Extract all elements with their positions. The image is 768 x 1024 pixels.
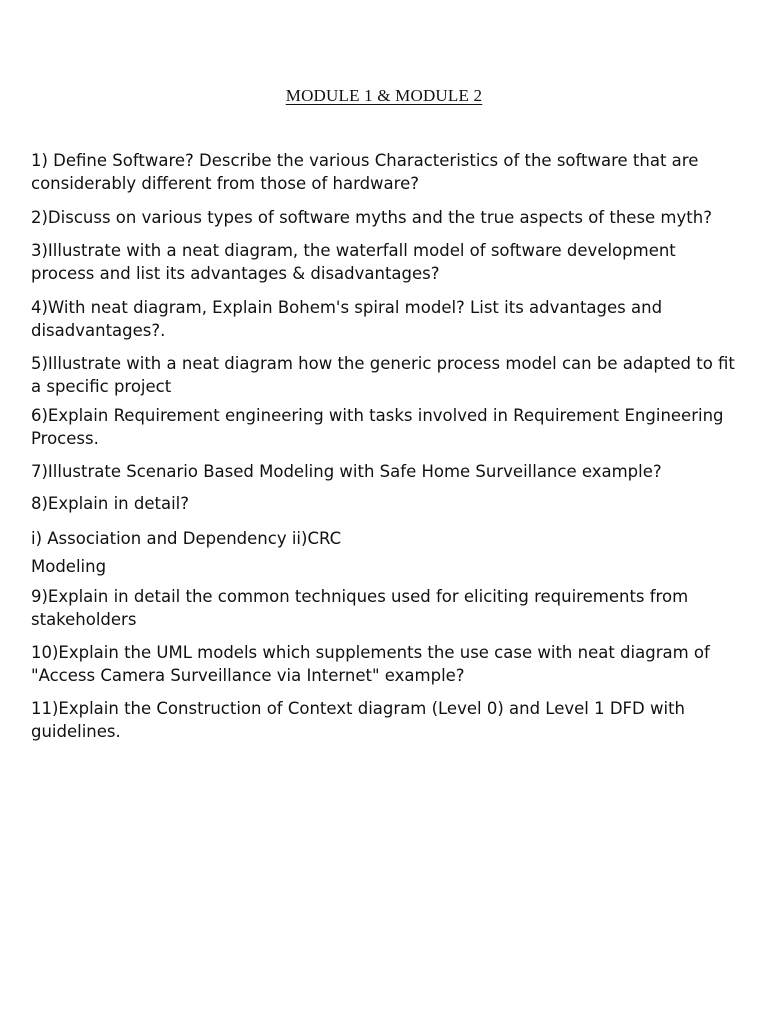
question-8: 8)Explain in detail? — [31, 494, 189, 513]
question-10: 10)Explain the UML models which supplements the use case with neat diagram of "Access Camera Surveillance via Internet" example? — [31, 643, 710, 685]
question-8-subparts-continued: Modeling — [31, 557, 107, 576]
question-9: 9)Explain in detail the common techniques used for eliciting requirements from stakeholders — [31, 587, 689, 629]
question-3: 3)Illustrate with a neat diagram, the waterfall model of software development process and list its advantages & disadvantages? — [31, 241, 676, 283]
question-7: 7)Illustrate Scenario Based Modeling with Safe Home Surveillance example? — [31, 462, 662, 481]
question-8-subparts: i) Association and Dependency ii)CRC — [31, 529, 342, 548]
question-4: 4)With neat diagram, Explain Bohem's spiral model? List its advantages and disadvantages?. — [31, 298, 663, 340]
question-11: 11)Explain the Construction of Context diagram (Level 0) and Level 1 DFD with guidelines. — [31, 699, 685, 741]
question-2: 2)Discuss on various types of software myths and the true aspects of these myth? — [31, 208, 712, 227]
question-5: 5)Illustrate with a neat diagram how the generic process model can be adapted to fit a specific project — [31, 354, 735, 396]
question-6: 6)Explain Requirement engineering with tasks involved in Requirement Engineering Process. — [31, 406, 724, 448]
question-1: 1) Define Software? Describe the various Characteristics of the software that are considerably different from those of hardware? — [31, 151, 699, 193]
page-title: MODULE 1 & MODULE 2 — [285, 86, 483, 105]
